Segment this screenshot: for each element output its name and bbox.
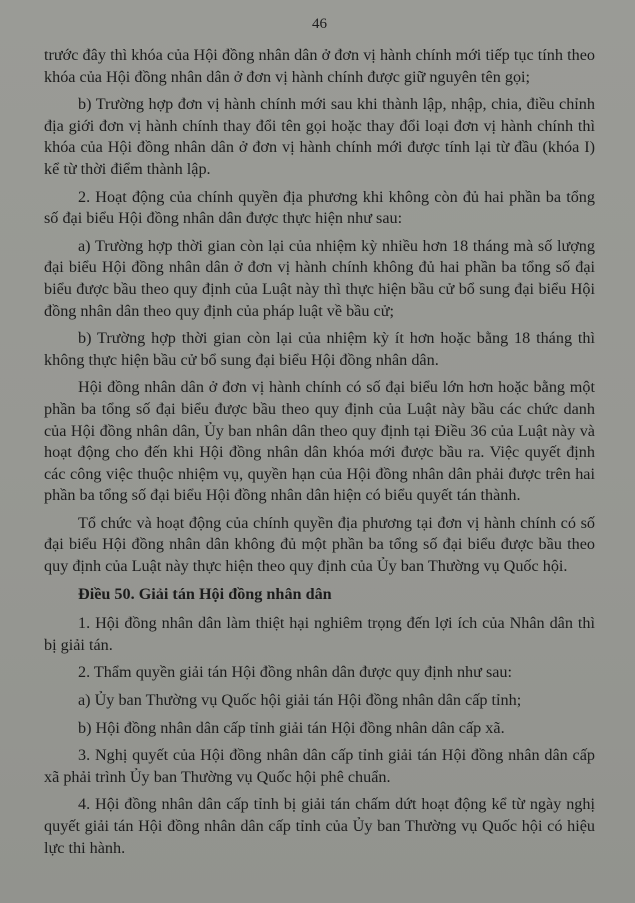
article-paragraph-2a: a) Ủy ban Thường vụ Quốc hội giải tán Hội đồng nhân dân cấp tỉnh;	[78, 691, 522, 710]
paragraph-continuation: trước đây thì khóa của Hội đồng nhân dân ở đơn vị hành chính mới tiếp tục tính theo khóa của Hội đồng nhân dân ở đơn vị hành chính được giữ nguyên tên gọi;	[44, 46, 595, 86]
paragraph-section-2a: a) Trường hợp thời gian còn lại của nhiệm kỳ nhiều hơn 18 tháng mà số lượng đại biểu Hội đồng nhân dân ở đơn vị hành chính không đủ hai phần ba tổng số đại biểu được bầu theo quy định của Luật này thì thực hiện bầu cử bổ sung đại biểu Hội đồng nhân dân theo quy định của pháp luật về bầu cử;	[44, 236, 595, 320]
paragraph-clause-b: b) Trường hợp đơn vị hành chính mới sau khi thành lập, nhập, chia, điều chỉnh địa giới đơn vị hành chính thay đổi tên gọi hoặc thay đổi loại đơn vị hành chính thì khóa của Hội đồng nhân dân ở đơn vị hành chính mới được tính lại từ đầu (khóa I) kể từ thời điểm thành lập.	[44, 95, 595, 178]
article-paragraph-4: 4. Hội đồng nhân dân cấp tỉnh bị giải tán chấm dứt hoạt động kể từ ngày nghị quyết giải tán Hội đồng nhân dân cấp tỉnh của Ủy ban Thường vụ Quốc hội có hiệu lực thi hành.	[44, 795, 595, 857]
paragraph-section-2: 2. Hoạt động của chính quyền địa phương khi không còn đủ hai phần ba tổng số đại biểu Hội đồng nhân dân được thực hiện như sau:	[44, 187, 595, 228]
paragraph-council-quorum: Hội đồng nhân dân ở đơn vị hành chính có số đại biểu lớn hơn hoặc bằng một phần ba tổng số đại biểu được bầu theo quy định của Luật này bầu các chức danh của Hội đồng nhân dân, Ủy ban nhân dân theo quy định tại Điều 36 của Luật này và hoạt động cho đến khi Hội đồng nhân dân khóa mới được bầu ra. Việc quyết định các công việc thuộc nhiệm vụ, quyền hạn của Hội đồng nhân dân phải được trên hai phần ba tổng số đại biểu Hội đồng nhân dân hiện có biểu quyết tán thành.	[44, 378, 595, 505]
page-number: 46	[312, 16, 327, 32]
paragraph-section-2b: b) Trường hợp thời gian còn lại của nhiệm kỳ ít hơn hoặc bằng 18 tháng thì không thực hiện bầu cử bổ sung đại biểu Hội đồng nhân dân.	[44, 329, 595, 369]
article-paragraph-3: 3. Nghị quyết của Hội đồng nhân dân cấp tỉnh giải tán Hội đồng nhân dân cấp xã phải trình Ủy ban Thường vụ Quốc hội phê chuẩn.	[44, 746, 595, 786]
article-paragraph-2: 2. Thẩm quyền giải tán Hội đồng nhân dân được quy định như sau:	[78, 663, 513, 682]
article-paragraph-1: 1. Hội đồng nhân dân làm thiệt hại nghiêm trọng đến lợi ích của Nhân dân thì bị giải tán.	[44, 614, 595, 654]
article-paragraph-2b: b) Hội đồng nhân dân cấp tỉnh giải tán Hội đồng nhân dân cấp xã.	[78, 718, 505, 737]
paragraph-organization: Tổ chức và hoạt động của chính quyền địa phương tại đơn vị hành chính có số đại biểu Hội đồng nhân dân không đủ một phần ba tổng số đại biểu được bầu theo quy định của Luật này thực hiện theo quy định của Ủy ban Thường vụ Quốc hội.	[44, 513, 595, 576]
article-heading: Điều 50. Giải tán Hội đồng nhân dân	[78, 584, 332, 603]
